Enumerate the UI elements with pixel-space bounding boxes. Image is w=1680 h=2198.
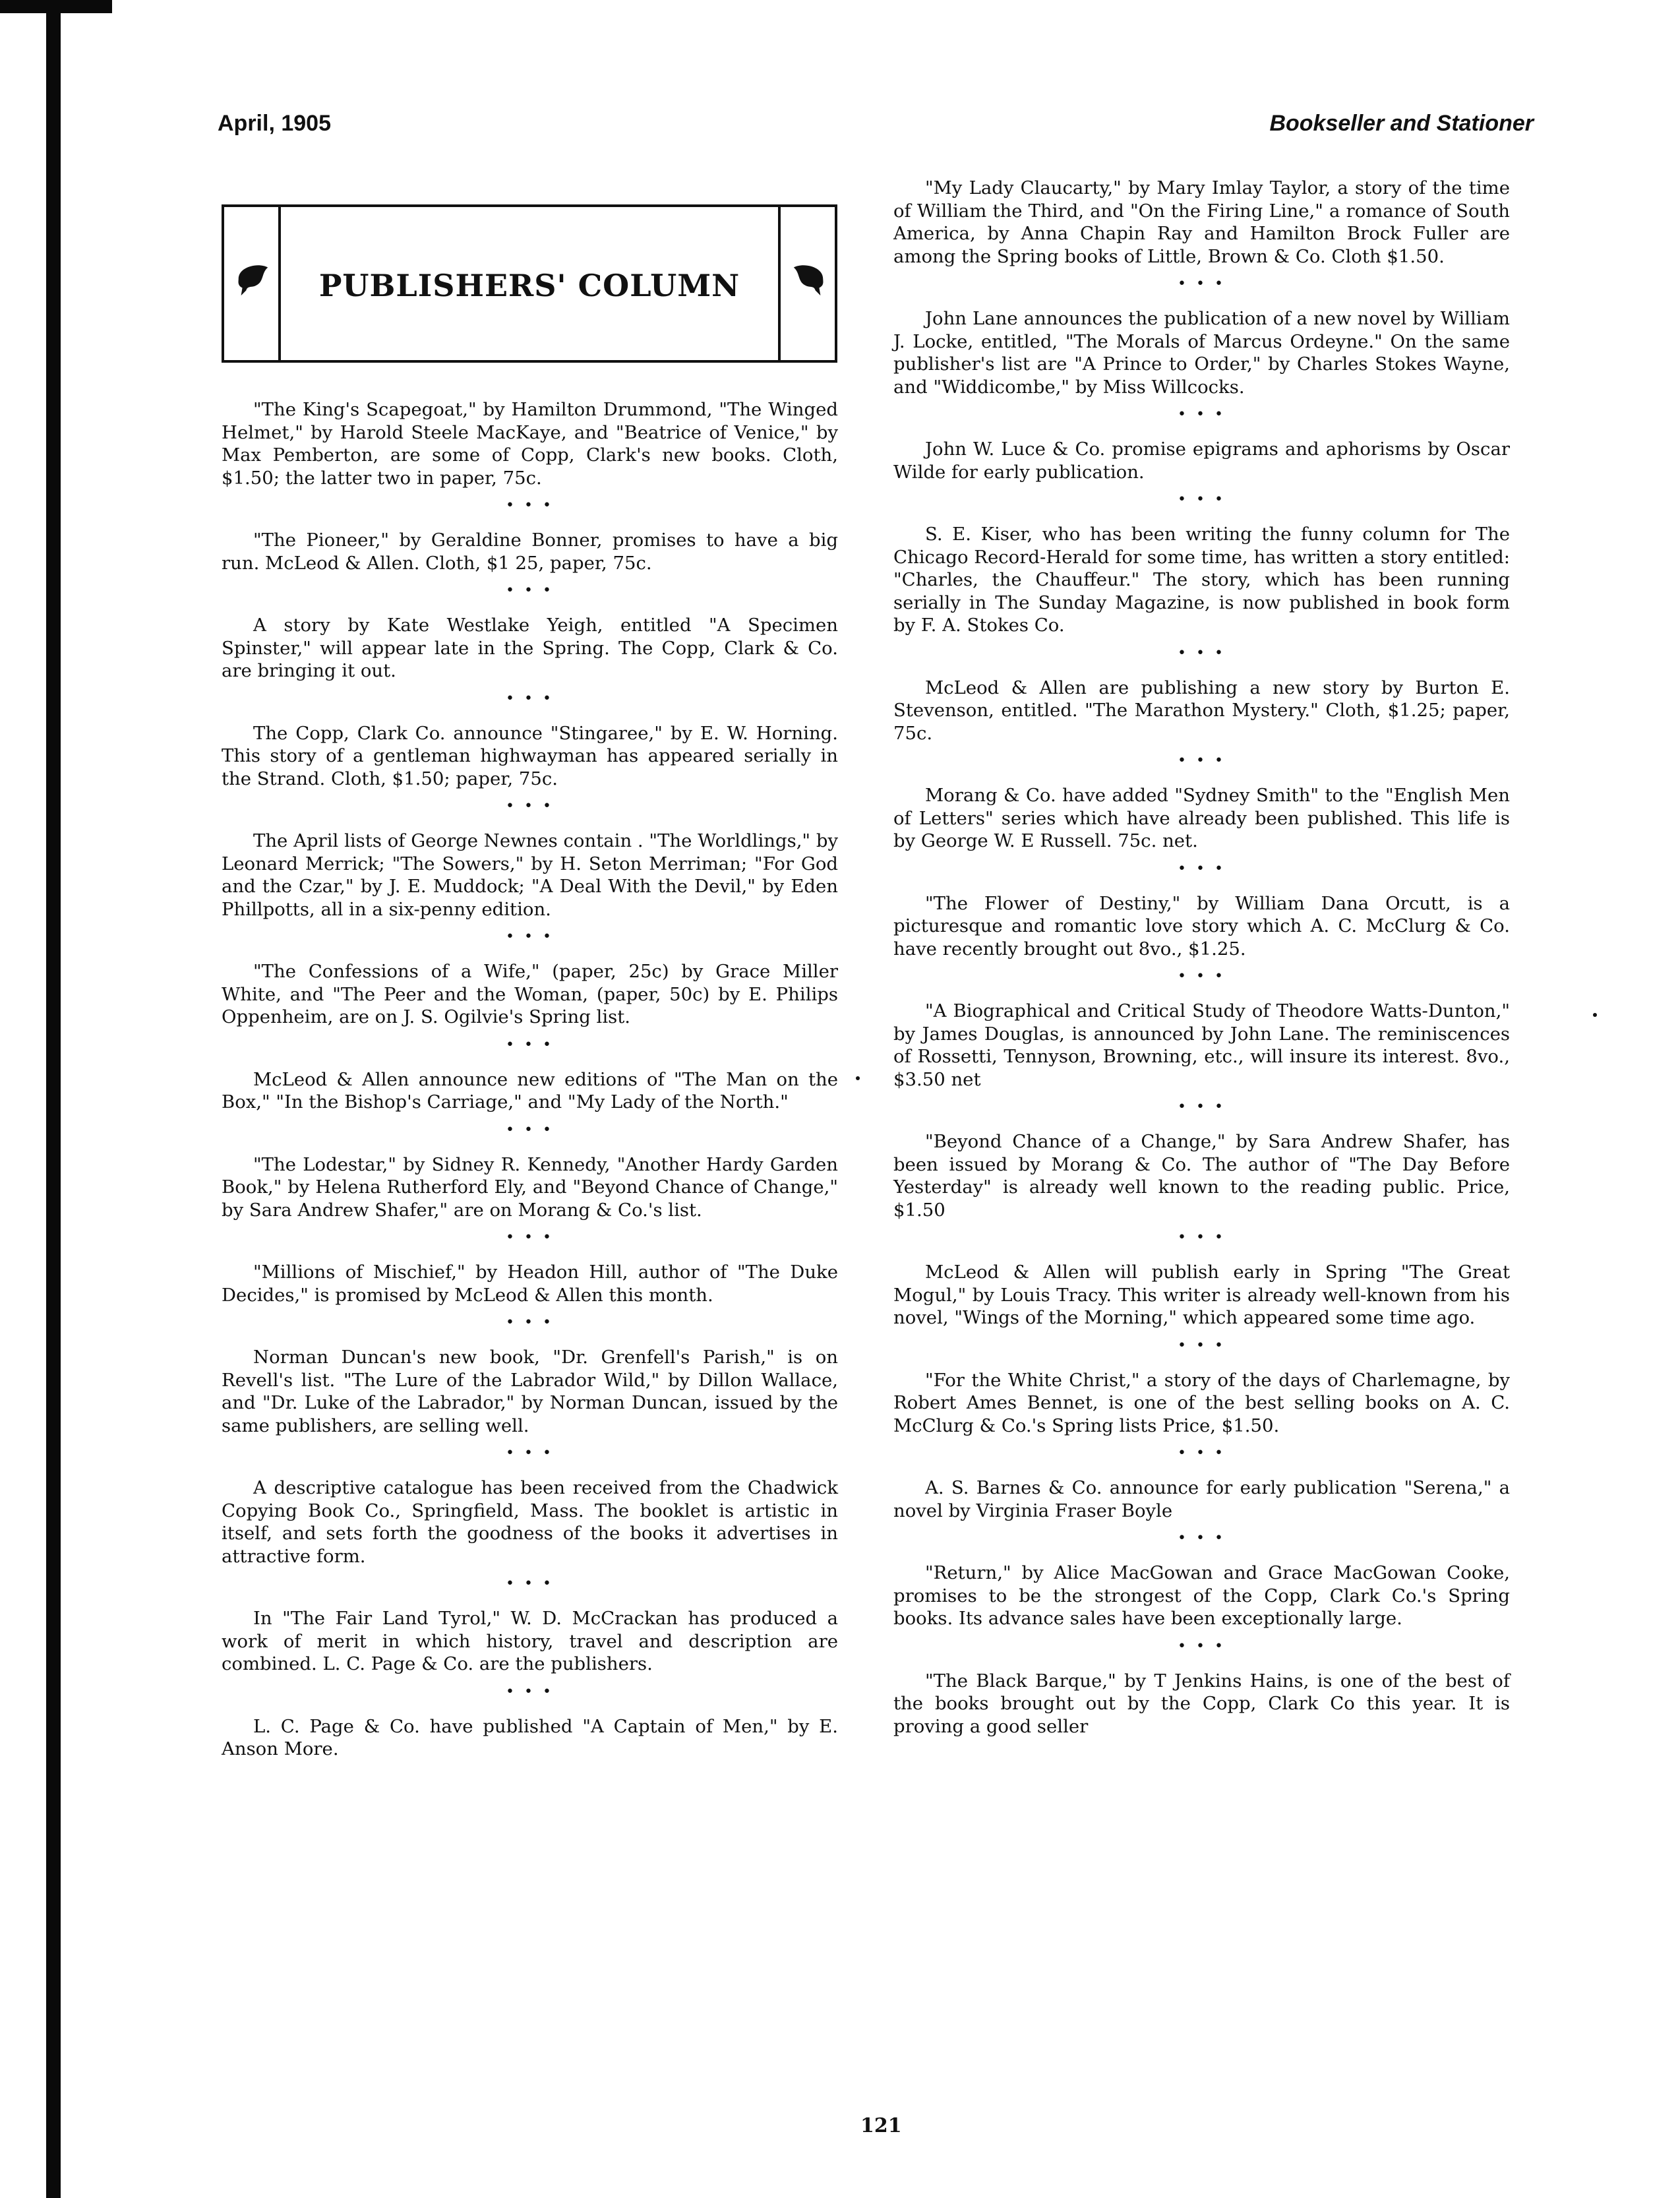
notice-paragraph: McLeod & Allen will publish early in Spring "The Great Mogul," by Louis Tracy. This writer is already well-known from his novel, "Wings of the Morning," which appeared some time ago.	[893, 1262, 1510, 1328]
binding-edge	[46, 0, 61, 2198]
notice-paragraph: "My Lady Claucarty," by Mary Imlay Taylor, a story of the time of William the Third, and "On the Firing Line," a romance of South America, by Anna Chapin Ray and Hamilton Brock Fuller are among the Spring books of Little, Brown & Co. Cloth $1.50.	[893, 177, 1510, 267]
notice-paragraph: "Millions of Mischief," by Headon Hill, author of "The Duke Decides," is promised by McLeod & Allen this month.	[222, 1262, 838, 1306]
print-speck	[856, 1076, 860, 1080]
notice-paragraph: "The King's Scapegoat," by Hamilton Drummond, "The Winged Helmet," by Harold Steele MacKaye, and "Beatrice of Venice," by Max Pemberton, are some of Copp, Clark's new books. Cloth, $1.50; the latter two in paper, 75c.	[222, 399, 838, 489]
column-banner	[222, 204, 837, 363]
notice-separator: • • •	[1178, 1445, 1226, 1461]
notice-paragraph: "The Pioneer," by Geraldine Bonner, promises to have a big run. McLeod & Allen. Cloth, $1 25, paper, 75c.	[222, 530, 838, 574]
banner-left-panel	[224, 207, 281, 360]
notice-paragraph: "The Lodestar," by Sidney R. Kennedy, "Another Hardy Garden Book," by Helena Rutherford Ely, and "Beyond Chance of Change," by Sara Andrew Shafer," are on Morang & Co.'s list.	[222, 1153, 838, 1221]
notice-separator: • • •	[506, 1036, 554, 1053]
notice-separator: • • •	[1178, 752, 1226, 769]
notice-separator: • • •	[506, 690, 554, 707]
banner-right-panel	[778, 207, 835, 360]
notice-separator: • • •	[506, 1121, 554, 1138]
notice-separator: • • •	[1178, 644, 1226, 661]
notice-paragraph: "A Biographical and Critical Study of Theodore Watts-Dunton," by James Douglas, is announced by John Lane. The reminiscences of Rossetti, Tennyson, Browning, etc., will insure its interest. 8vo., $3.50 net	[893, 1000, 1510, 1090]
notice-separator: • • •	[1178, 276, 1226, 292]
notice-paragraph: John W. Luce & Co. promise epigrams and aphorisms by Oscar Wilde for early publication.	[893, 439, 1510, 483]
left-column	[222, 398, 838, 1761]
notice-separator: • • •	[506, 1575, 554, 1592]
notice-paragraph: The Copp, Clark Co. announce "Stingaree," by E. W. Horning. This story of a gentleman highwayman has appeared serially in the Strand. Cloth, $1.50; paper, 75c.	[222, 722, 838, 789]
notice-separator: • • •	[1178, 1229, 1226, 1246]
notice-paragraph: "The Confessions of a Wife," (paper, 25c) by Grace Miller White, and "The Peer and the Woman, (paper, 50c) by E. Philips Oppenheim, are on J. S. Ogilvie's Spring list.	[222, 961, 838, 1027]
notice-separator: • • •	[506, 497, 554, 514]
notice-paragraph: A. S. Barnes & Co. announce for early publication "Serena," a novel by Virginia Fraser Boyle	[893, 1477, 1510, 1521]
right-column	[893, 177, 1510, 1738]
notice-separator: • • •	[1178, 1099, 1226, 1115]
notice-separator: • • •	[506, 582, 554, 599]
notice-paragraph: McLeod & Allen are publishing a new story by Burton E. Stevenson, entitled. "The Marathon Mystery." Cloth, $1.25; paper, 75c.	[893, 677, 1510, 744]
notice-paragraph: S. E. Kiser, who has been writing the funny column for The Chicago Record-Herald for some time, has written a story entitled: "Charles, the Chauffeur." The story, which has been running serially in The Sunday Magazine, is now published in book form by F. A. Stokes Co.	[893, 524, 1510, 636]
notice-paragraph: In "The Fair Land Tyrol," W. D. McCrackan has produced a work of merit in which history, travel and description are combined. L. C. Page & Co. are the publishers.	[222, 1608, 838, 1674]
notice-separator: • • •	[1178, 860, 1226, 877]
notice-paragraph: "The Black Barque," by T Jenkins Hains, is one of the best of the books brought out by the Copp, Clark Co this year. It is proving a good seller	[893, 1670, 1510, 1737]
print-speck	[1593, 1013, 1597, 1017]
notice-separator: • • •	[506, 1229, 554, 1246]
notice-separator: • • •	[1178, 1337, 1226, 1354]
notice-paragraph: "The Flower of Destiny," by William Dana Orcutt, is a picturesque and romantic love story which A. C. McClurg & Co. have recently brought out 8vo., $1.25.	[893, 892, 1510, 960]
notice-paragraph: The April lists of George Newnes contain . "The Worldlings," by Leonard Merrick; "The Sowers," by H. Seton Merriman; "For God and the Czar," by J. E. Muddock; "A Deal With the Devil," by Eden Phillpotts, all in a six-penny edition.	[222, 830, 838, 920]
notice-paragraph: "For the White Christ," a story of the days of Charlemagne, by Robert Ames Bennet, is one of the best selling books on A. C. McClurg & Co.'s Spring lists Price, $1.50.	[893, 1369, 1510, 1436]
notice-paragraph: McLeod & Allen announce new editions of "The Man on the Box," "In the Bishop's Carriage," and "My Lady of the North."	[222, 1068, 838, 1113]
notice-separator: • • •	[1178, 491, 1226, 508]
page-number: 121	[860, 2114, 902, 2137]
leaf-ornament-icon	[790, 260, 828, 298]
notice-separator: • • •	[506, 798, 554, 814]
notice-paragraph: A story by Kate Westlake Yeigh, entitled "A Specimen Spinster," will appear late in the Spring. The Copp, Clark & Co. are bringing it out.	[222, 615, 838, 681]
notice-separator: • • •	[1178, 968, 1226, 985]
notice-separator: • • •	[1178, 406, 1226, 423]
notice-separator: • • •	[506, 1445, 554, 1461]
notice-paragraph: A descriptive catalogue has been received from the Chadwick Copying Book Co., Springfield, Mass. The booklet is artistic in itself, and sets forth the goodness of the books it advertises in attractive form.	[222, 1477, 838, 1567]
notice-paragraph: Morang & Co. have added "Sydney Smith" to the "English Men of Letters" series which have already been published. This life is by George W. E Russell. 75c. net.	[893, 785, 1510, 851]
notice-paragraph: "Beyond Chance of a Change," by Sara Andrew Shafer, has been issued by Morang & Co. The author of "The Day Before Yesterday" is already well known to the reading public. Price, $1.50	[893, 1131, 1510, 1221]
notice-paragraph: L. C. Page & Co. have published "A Captain of Men," by E. Anson More.	[222, 1715, 838, 1759]
notice-separator: • • •	[506, 1314, 554, 1331]
notice-separator: • • •	[506, 1683, 554, 1700]
notice-separator: • • •	[506, 929, 554, 945]
notice-separator: • • •	[1178, 1637, 1226, 1655]
notice-paragraph: Norman Duncan's new book, "Dr. Grenfell's Parish," is on Revell's list. "The Lure of the Labrador Wild," by Dillon Wallace, and "Dr. Luke of the Labrador," by Norman Duncan, issued by the same publishers, are selling well.	[222, 1347, 838, 1436]
notice-paragraph: "Return," by Alice MacGowan and Grace MacGowan Cooke, promises to be the strongest of the Copp, Clark Co.'s Spring books. Its advance sales have been exceptionally large.	[893, 1562, 1510, 1629]
banner-title: PUBLISHERS' COLUMN	[318, 268, 740, 303]
publication-name: Bookseller and Stationer	[1269, 111, 1534, 136]
leaf-ornament-icon	[233, 260, 272, 298]
issue-date: April, 1905	[218, 111, 331, 136]
notice-separator: • • •	[1178, 1530, 1226, 1546]
notice-paragraph: John Lane announces the publication of a new novel by William J. Locke, entitled, "The Morals of Marcus Ordeyne." On the same publisher's list are "A Prince to Order," by Charles Stokes Wayne, and "Widdicombe," by Miss Willcocks.	[893, 308, 1510, 398]
